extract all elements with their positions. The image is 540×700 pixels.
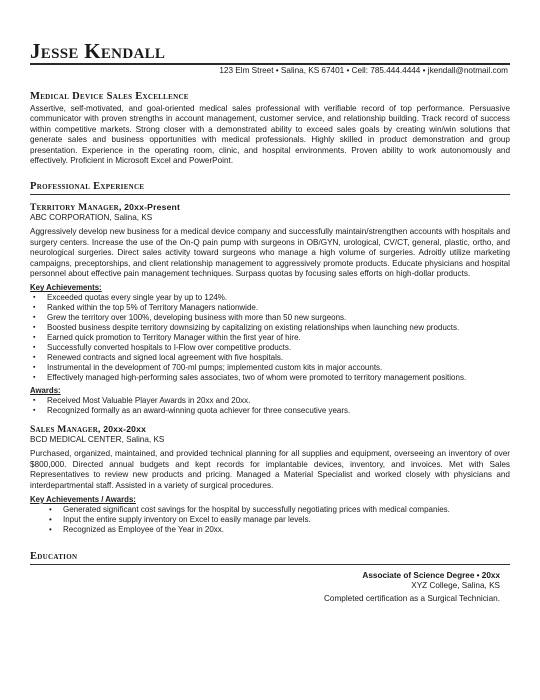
list-item: ▪ Recognized formally as an award-winning quota achiever for three consecutive years. — [33, 406, 510, 416]
list-item: ▪ Grew the territory over 100%, developing business with more than 50 new surgeons. — [33, 313, 510, 323]
education-details — [30, 571, 510, 604]
degree: Associate of Science Degree • 20xx — [362, 570, 500, 580]
job-description: Aggressively develop new business for a medical device company and successfully maintain/strengthen accounts with hospitals and surgery centers. Increase the use of the On-Q pain pump with surgeons in OB/GYN, urological, CV/CT, general, plastic, ortho, and neurological surgeries. Direct sales activity toward surgeons who manage a high volume of surgeries. Adroitly utilize marketing campaigns, preceptorships, and client relationship management to aggressively promote products. Educate physicians and hospital personnel about effective pain management techniques. Surpass quotas by focusing sales efforts on high-dollar products. — [30, 227, 510, 279]
resume-header — [30, 40, 510, 76]
summary-section — [30, 90, 510, 166]
job-dates: 20xx-20xx — [103, 424, 147, 435]
list-item: ▪ Received Most Valuable Player Awards in 20xx and 20xx. — [33, 396, 510, 406]
job-description: Purchased, organized, maintained, and provided technical planning for all supplies and equipment, overseeing an inventory of over $800,000. Directed annual budgets and kept records for implantable devices, inventory, and invoices. Met with Sales Representatives to review new products and pricing. Managed a Material Specialist and worked closely with physicians and interdepartmental staff. Assisted in a variety of surgical procedures. — [30, 449, 510, 490]
job-entry — [30, 202, 510, 415]
list-item: ▪ Exceeded quotas every single year by up to 124%. — [33, 293, 510, 303]
education-title: Education — [30, 550, 78, 562]
job-company: ABC CORPORATION, Salina, KS — [30, 213, 153, 223]
list-item: ▪ Earned quick promotion to Territory Manager within the first year of hire. — [33, 333, 510, 343]
list-item: ▪ Successfully converted hospitals to I-Flow over competitive products. — [33, 343, 510, 353]
job-entry — [30, 424, 510, 534]
achievements-list — [30, 293, 510, 382]
contact-info: 123 Elm Street • Salina, KS 67401 • Cell: 785.444.4444 • jkendall@notmail.com — [219, 66, 508, 75]
school: XYZ College, Salina, KS — [411, 581, 500, 591]
awards-list — [30, 396, 510, 416]
job-dates: 20xx-Present — [124, 202, 181, 213]
achievements-label: Key Achievements: — [30, 283, 102, 293]
certification: Completed certification as a Surgical Technician. — [324, 593, 500, 603]
summary-title: Medical Device Sales Excellence — [30, 91, 189, 102]
education-divider — [30, 564, 510, 565]
experience-divider — [30, 194, 510, 195]
list-item: ▪ Renewed contracts and signed local agreement with five hospitals. — [33, 353, 510, 363]
job-title-text: Sales Manager, — [30, 424, 101, 436]
job-title-text: Territory Manager, — [30, 202, 122, 214]
list-item: • Input the entire supply inventory on Excel to easily manage par levels. — [33, 515, 510, 525]
awards-label: Awards: — [30, 385, 61, 395]
list-item: ▪ Boosted business despite territory downsizing by capitalizing on existing relationships when launching new products. — [33, 323, 510, 333]
achievements-list — [30, 505, 510, 535]
achievements-label: Key Achievements / Awards: — [30, 495, 136, 505]
job-title — [30, 202, 510, 213]
experience-title: Professional Experience — [30, 181, 145, 193]
job-company: BCD MEDICAL CENTER, Salina, KS — [30, 435, 165, 445]
list-item: ▪ Effectively managed high-performing sales associates, two of whom were promoted to territory management positions. — [33, 373, 510, 383]
candidate-name: Jesse Kendall — [30, 39, 166, 63]
summary-text: Assertive, self-motivated, and goal-oriented medical sales professional with verifiable record of top performance. Persuasive communicator with proven strengths in account management, customer service, and relationship building. Track record of success within competitive markets. Strong closer with a demonstrated ability to exceed sales goals by creating win/win solutions that generate sales and business opportunities with medical professionals. Highly skilled in product demonstration and group presentation. Experience in the operating room, clinic, and hospital environments. Proven ability to work autonomously and effectively. Proficient in Microsoft Excel and PowerPoint. — [30, 104, 510, 166]
list-item: ▪ Ranked within the top 5% of Territory Managers nationwide. — [33, 303, 510, 313]
list-item: • Generated significant cost savings for the hospital by successfully negotiating prices with medical companies. — [33, 505, 510, 515]
list-item: ▪ Instrumental in the development of 700-ml pumps; implemented custom kits in major accounts. — [33, 363, 510, 373]
job-title — [30, 424, 510, 435]
education-section — [30, 550, 510, 604]
experience-section — [30, 180, 510, 534]
list-item: • Recognized as Employee of the Year in 20xx. — [33, 525, 510, 535]
